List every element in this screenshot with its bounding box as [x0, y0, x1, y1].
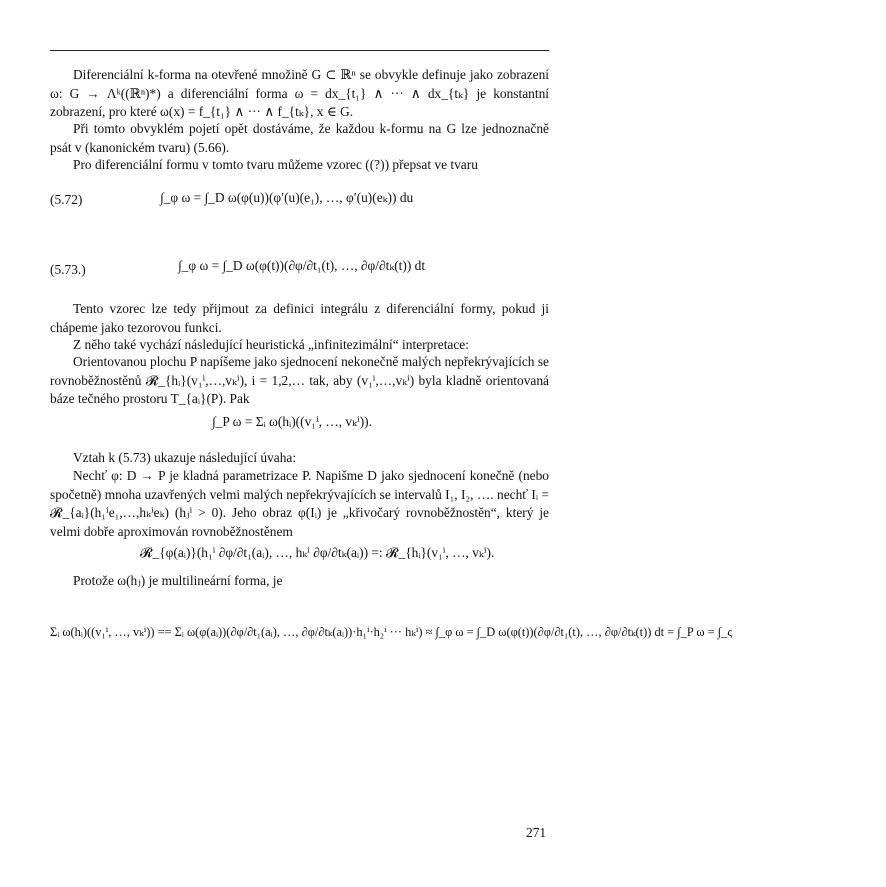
- p8-text: Nechť φ: D → P je kladná parametrizace P. Napišme D jako sjednocení konečně (nebo spočetně) mnoha uzavřených velmi malých nepřekrývajících se intervalů I₁, I₂, …. nechť Iᵢ = 𝓡_{aᵢ}(h₁ⁱe₁,…,hₖⁱeₖ) (hⱼⁱ > 0). Jeho obraz φ(Iᵢ) je „křivočarý rovnoběžnostěn“, který je velmi dobře aproximován rovnoběžnostěnem: [50, 468, 549, 539]
- equation-5-72: [160, 190, 413, 206]
- p7-text: Vztah k (5.73) ukazuje následující úvaha:: [73, 450, 297, 465]
- p2-text: Při tomto obvyklém pojetí opět dostáváme, že každou k-formu na G lze jednoznačně psát v (kanonickém tvaru) (5.66).: [50, 121, 549, 155]
- paragraph-rewrite: [50, 156, 549, 175]
- paragraph-relation: [50, 449, 549, 468]
- equation-sum-surface-body: ∫_P ω = Σᵢ ω(hᵢ)((v₁ⁱ, …, vₖⁱ)).: [212, 414, 372, 429]
- equation-long-chain: [50, 624, 840, 640]
- equation-5-73-body: ∫_φ ω = ∫_D ω(φ(t))(∂φ/∂t₁(t), …, ∂φ/∂tₖ(t)) dt: [178, 258, 426, 273]
- p6-text: Orientovanou plochu P napíšeme jako sjednocení nekonečně malých nepřekrývajících se rovnoběžnostěnů 𝓡_{hᵢ}(v₁ⁱ,…,vₖⁱ), i = 1,2,… tak, aby (v₁ⁱ,…,vₖⁱ) byla kladně orientovaná báze tečného prostoru T_{aᵢ}(P). Pak: [50, 354, 549, 407]
- p1-text: Diferenciální k-forma na otevřené množině G ⊂ ℝⁿ se obvykle definuje jako zobrazení ω: G → Λᵏ((ℝⁿ)*) a diferenciální forma ω = dx_{t₁} ∧ ··· ∧ dx_{tₖ} je konstantní zobrazení, pro které ω(x) = f_{t₁} ∧ ··· ∧ f_{tₖ}, x ∈ G.: [50, 67, 549, 120]
- equation-5-73: [178, 258, 425, 274]
- paragraph-multilinear: [50, 572, 549, 591]
- paragraph-definition: [50, 66, 549, 122]
- equation-parallelotope-body: 𝓡_{φ(aᵢ)}(h₁ⁱ ∂φ/∂t₁(aᵢ), …, hₖⁱ ∂φ/∂tₖ(aᵢ)) =: 𝓡_{hᵢ}(v₁ⁱ, …, vₖⁱ).: [140, 545, 495, 560]
- p9-text: Protože ω(hⱼ) je multilineární forma, je: [73, 573, 283, 588]
- equation-long-chain-body: Σᵢ ω(hᵢ)((v₁ⁱ, …, vₖⁱ)) == Σᵢ ω(φ(aᵢ))(∂φ/∂t₁(aᵢ), …, ∂φ/∂tₖ(aᵢ))·h₁ⁱ·h₂ⁱ ··· hₖⁱ) ≈ ∫_φ ω = ∫_D ω(φ(t))(∂φ/∂t₁(t), …, ∂φ/∂tₖ(t)) dt = ∫_P ω = ∫_ς: [50, 625, 733, 639]
- paragraph-definition-integral: [50, 300, 549, 337]
- paragraph-heuristic: [50, 336, 549, 355]
- equation-number-5-72: (5.72): [50, 192, 83, 207]
- paragraph-parametrization: [50, 467, 549, 541]
- page-number: 271: [526, 825, 547, 840]
- p5-text: Z něho také vychází následující heuristická „infinitezimální“ interpretace:: [73, 337, 469, 352]
- p3-text: Pro diferenciální formu v tomto tvaru můžeme vzorec ((?)) přepsat ve tvaru: [73, 157, 478, 172]
- p4-text: Tento vzorec lze tedy přijmout za definici integrálu z diferenciální formy, pokud ji chápeme jako tezorovou funkci.: [50, 301, 549, 335]
- equation-sum-surface: [212, 414, 372, 430]
- header-rule: [50, 50, 549, 51]
- equation-parallelotope: [140, 545, 494, 561]
- equation-5-72-body: ∫_φ ω = ∫_D ω(φ(u))(φ′(u)(e₁), …, φ′(u)(eₖ)) du: [160, 190, 414, 205]
- equation-number-5-73: (5.73.): [50, 262, 86, 277]
- paragraph-canonical: [50, 120, 549, 157]
- paragraph-oriented-surface: [50, 353, 549, 409]
